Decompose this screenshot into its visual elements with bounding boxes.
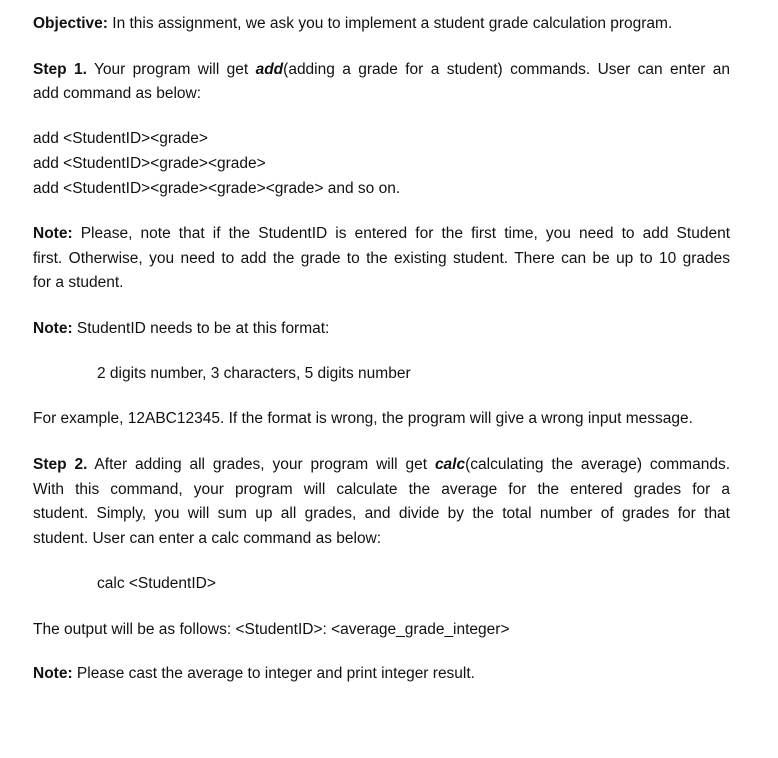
note2-label: Note:: [33, 320, 73, 337]
calc-command-example: calc <StudentID>: [97, 575, 216, 592]
output-format: The output will be as follows: <StudentID>: <average_grade_integer>: [33, 621, 510, 638]
add-example-1: add <StudentID><grade>: [33, 130, 208, 147]
step1-line-1: Step 1. Your program will get add(adding a grade for a student) commands. User can enter an: [33, 61, 730, 78]
objective-label: Objective:: [33, 15, 108, 32]
step2-line-2: With this command, your program will calculate the average for the entered grades for a: [33, 481, 730, 498]
format-example: For example, 12ABC12345. If the format is wrong, the program will give a wrong input message.: [33, 410, 693, 427]
note1-line-2: first. Otherwise, you need to add the grade to the existing student. There can be up to 10 grades: [33, 250, 730, 267]
add-example-3: add <StudentID><grade><grade><grade> and so on.: [33, 180, 401, 197]
note1-line-1: Note: Please, note that if the StudentID is entered for the first time, you need to add Student: [33, 225, 730, 242]
note1-line-3: for a student.: [33, 274, 124, 291]
objective-paragraph: [33, 14, 672, 34]
note1-label: Note:: [33, 225, 73, 242]
note2-line: Note: StudentID needs to be at this format:: [33, 320, 330, 337]
step2-line-1: Step 2. After adding all grades, your program will get calc(calculating the average) commands.: [33, 456, 730, 473]
calc-command-word: calc: [434, 456, 466, 473]
add-command-word: add: [255, 61, 284, 78]
add-example-2: add <StudentID><grade><grade>: [33, 155, 266, 172]
note3-label: Note:: [33, 665, 73, 682]
note3-line: Note: Please cast the average to integer and print integer result.: [33, 665, 475, 682]
step1-label: Step 1.: [33, 61, 87, 78]
studentid-format: 2 digits number, 3 characters, 5 digits number: [97, 365, 411, 382]
step2-line-4: student. User can enter a calc command as below:: [33, 530, 382, 547]
step2-label: Step 2.: [33, 456, 88, 473]
objective-text: In this assignment, we ask you to implement a student grade calculation program.: [107, 15, 673, 32]
step2-line-3: student. Simply, you will sum up all grades, and divide by the total number of grades for that: [33, 505, 730, 522]
step1-line-2: add command as below:: [33, 85, 202, 102]
